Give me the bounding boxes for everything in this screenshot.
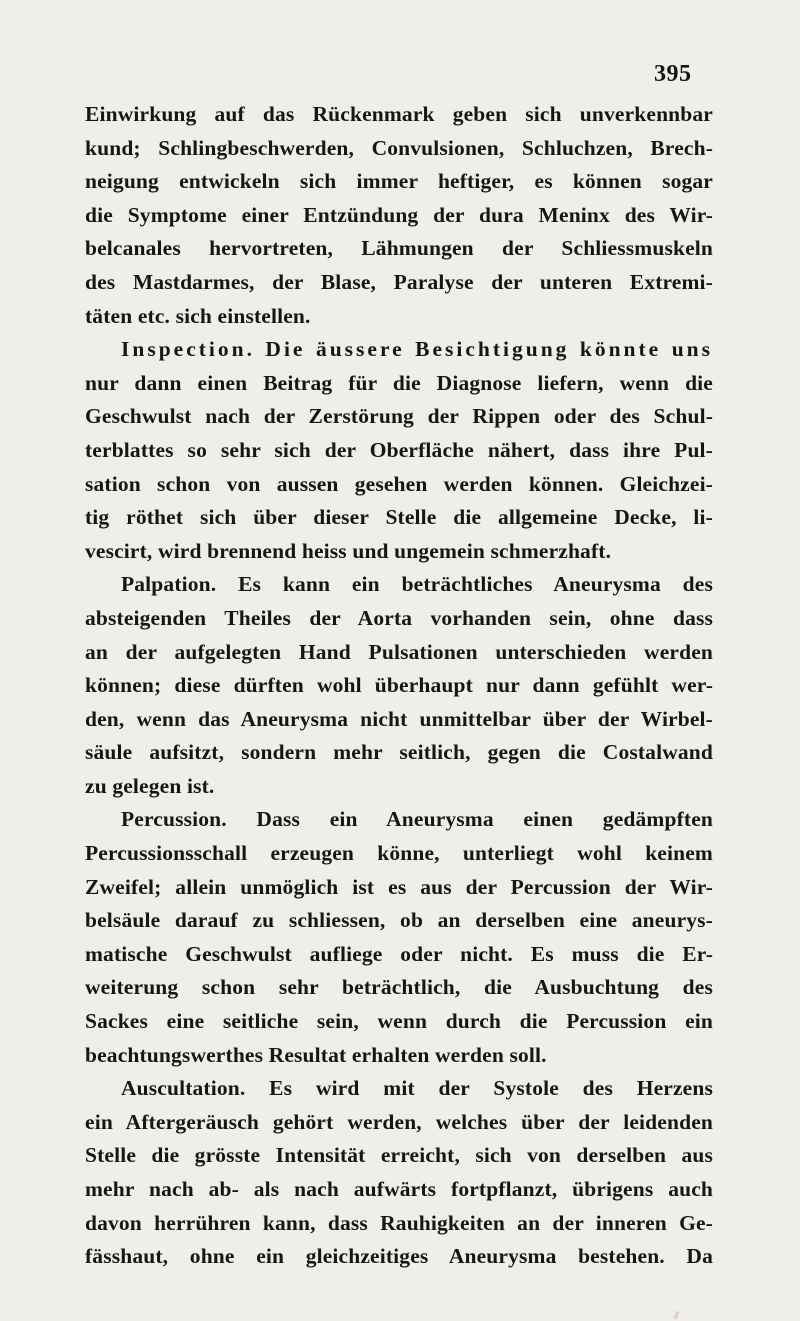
- text-line: kund; Schlingbeschwerden, Convulsionen, Schluchzen, Brech-: [85, 135, 713, 160]
- text-line: des Mastdarmes, der Blase, Paralyse der unteren Extremi-: [85, 269, 713, 294]
- text-line: ein Aftergeräusch gehört werden, welches über der leidenden: [85, 1109, 713, 1134]
- text-line: weiterung schon sehr beträchtlich, die Ausbuchtung des: [85, 975, 713, 1000]
- page-number: 395: [654, 61, 692, 87]
- text-line: belcanales hervortreten, Lähmungen der Schliessmuskeln: [85, 236, 713, 261]
- text-line: fässhaut, ohne ein gleichzeitiges Aneurysma bestehen. Da: [85, 1244, 713, 1269]
- text-line: Geschwulst nach der Zerstörung der Rippen oder des Schul-: [85, 404, 713, 429]
- paper-speck: [673, 1311, 679, 1320]
- text-line: terblattes so sehr sich der Oberfläche nähert, dass ihre Pul-: [85, 437, 713, 462]
- text-line: vescirt, wird brennend heiss und ungemein schmerzhaft.: [85, 538, 612, 563]
- text-line: beachtungswerthes Resultat erhalten werden soll.: [85, 1042, 547, 1067]
- text-line: matische Geschwulst aufliege oder nicht. Es muss die Er-: [85, 941, 713, 966]
- text-line: Palpation. Es kann ein beträchtliches Aneurysma des: [121, 572, 713, 597]
- text-line: neigung entwickeln sich immer heftiger, es können sogar: [85, 169, 713, 194]
- section-heading-inspection-line: [85, 333, 713, 367]
- text-line: Auscultation. Es wird mit der Systole des Herzens: [121, 1076, 713, 1101]
- text-line: den, wenn das Aneurysma nicht unmittelbar über der Wirbel-: [85, 706, 713, 731]
- text-line: Einwirkung auf das Rückenmark geben sich unverkennbar: [85, 102, 713, 126]
- text-line: zu gelegen ist.: [85, 773, 215, 798]
- text-line: absteigenden Theiles der Aorta vorhanden sein, ohne dass: [85, 605, 713, 630]
- text-line: Stelle die grösste Intensität erreicht, sich von derselben aus: [85, 1143, 713, 1168]
- text-line: säule aufsitzt, sondern mehr seitlich, gegen die Costalwand: [85, 740, 713, 765]
- section-heading-auscultation-line: [85, 1072, 713, 1106]
- text-line: davon herrühren kann, dass Rauhigkeiten an der inneren Ge-: [85, 1210, 713, 1235]
- text-line: Percussion. Dass ein Aneurysma einen gedämpften: [121, 807, 713, 832]
- text-line: an der aufgelegten Hand Pulsationen unterschieden werden: [85, 639, 713, 664]
- text-line: tig röthet sich über dieser Stelle die allgemeine Decke, li-: [85, 505, 713, 530]
- text-line: Percussionsschall erzeugen könne, unterliegt wohl keinem: [85, 841, 713, 866]
- text-line: täten etc. sich einstellen.: [85, 303, 311, 328]
- text-line: die Symptome einer Entzündung der dura Meninx des Wir-: [85, 202, 713, 227]
- text-line: Inspection. Die äussere Besichtigung könnte uns: [121, 337, 713, 362]
- text-line: Sackes eine seitliche sein, wenn durch die Percussion ein: [85, 1009, 713, 1034]
- text-line: belsäule darauf zu schliessen, ob an derselben eine aneurys-: [85, 908, 713, 933]
- body-text: [85, 98, 713, 1274]
- text-line: nur dann einen Beitrag für die Diagnose liefern, wenn die: [85, 370, 713, 395]
- text-line: sation schon von aussen gesehen werden können. Gleichzei-: [85, 471, 713, 496]
- text-line: können; diese dürften wohl überhaupt nur dann gefühlt wer-: [85, 673, 713, 698]
- text-line: Zweifel; allein unmöglich ist es aus der Percussion der Wir-: [85, 874, 713, 899]
- text-line: mehr nach ab- als nach aufwärts fortpflanzt, übrigens auch: [85, 1177, 713, 1201]
- section-heading-percussion-line: [85, 803, 713, 837]
- section-heading-palpation-line: [85, 568, 713, 602]
